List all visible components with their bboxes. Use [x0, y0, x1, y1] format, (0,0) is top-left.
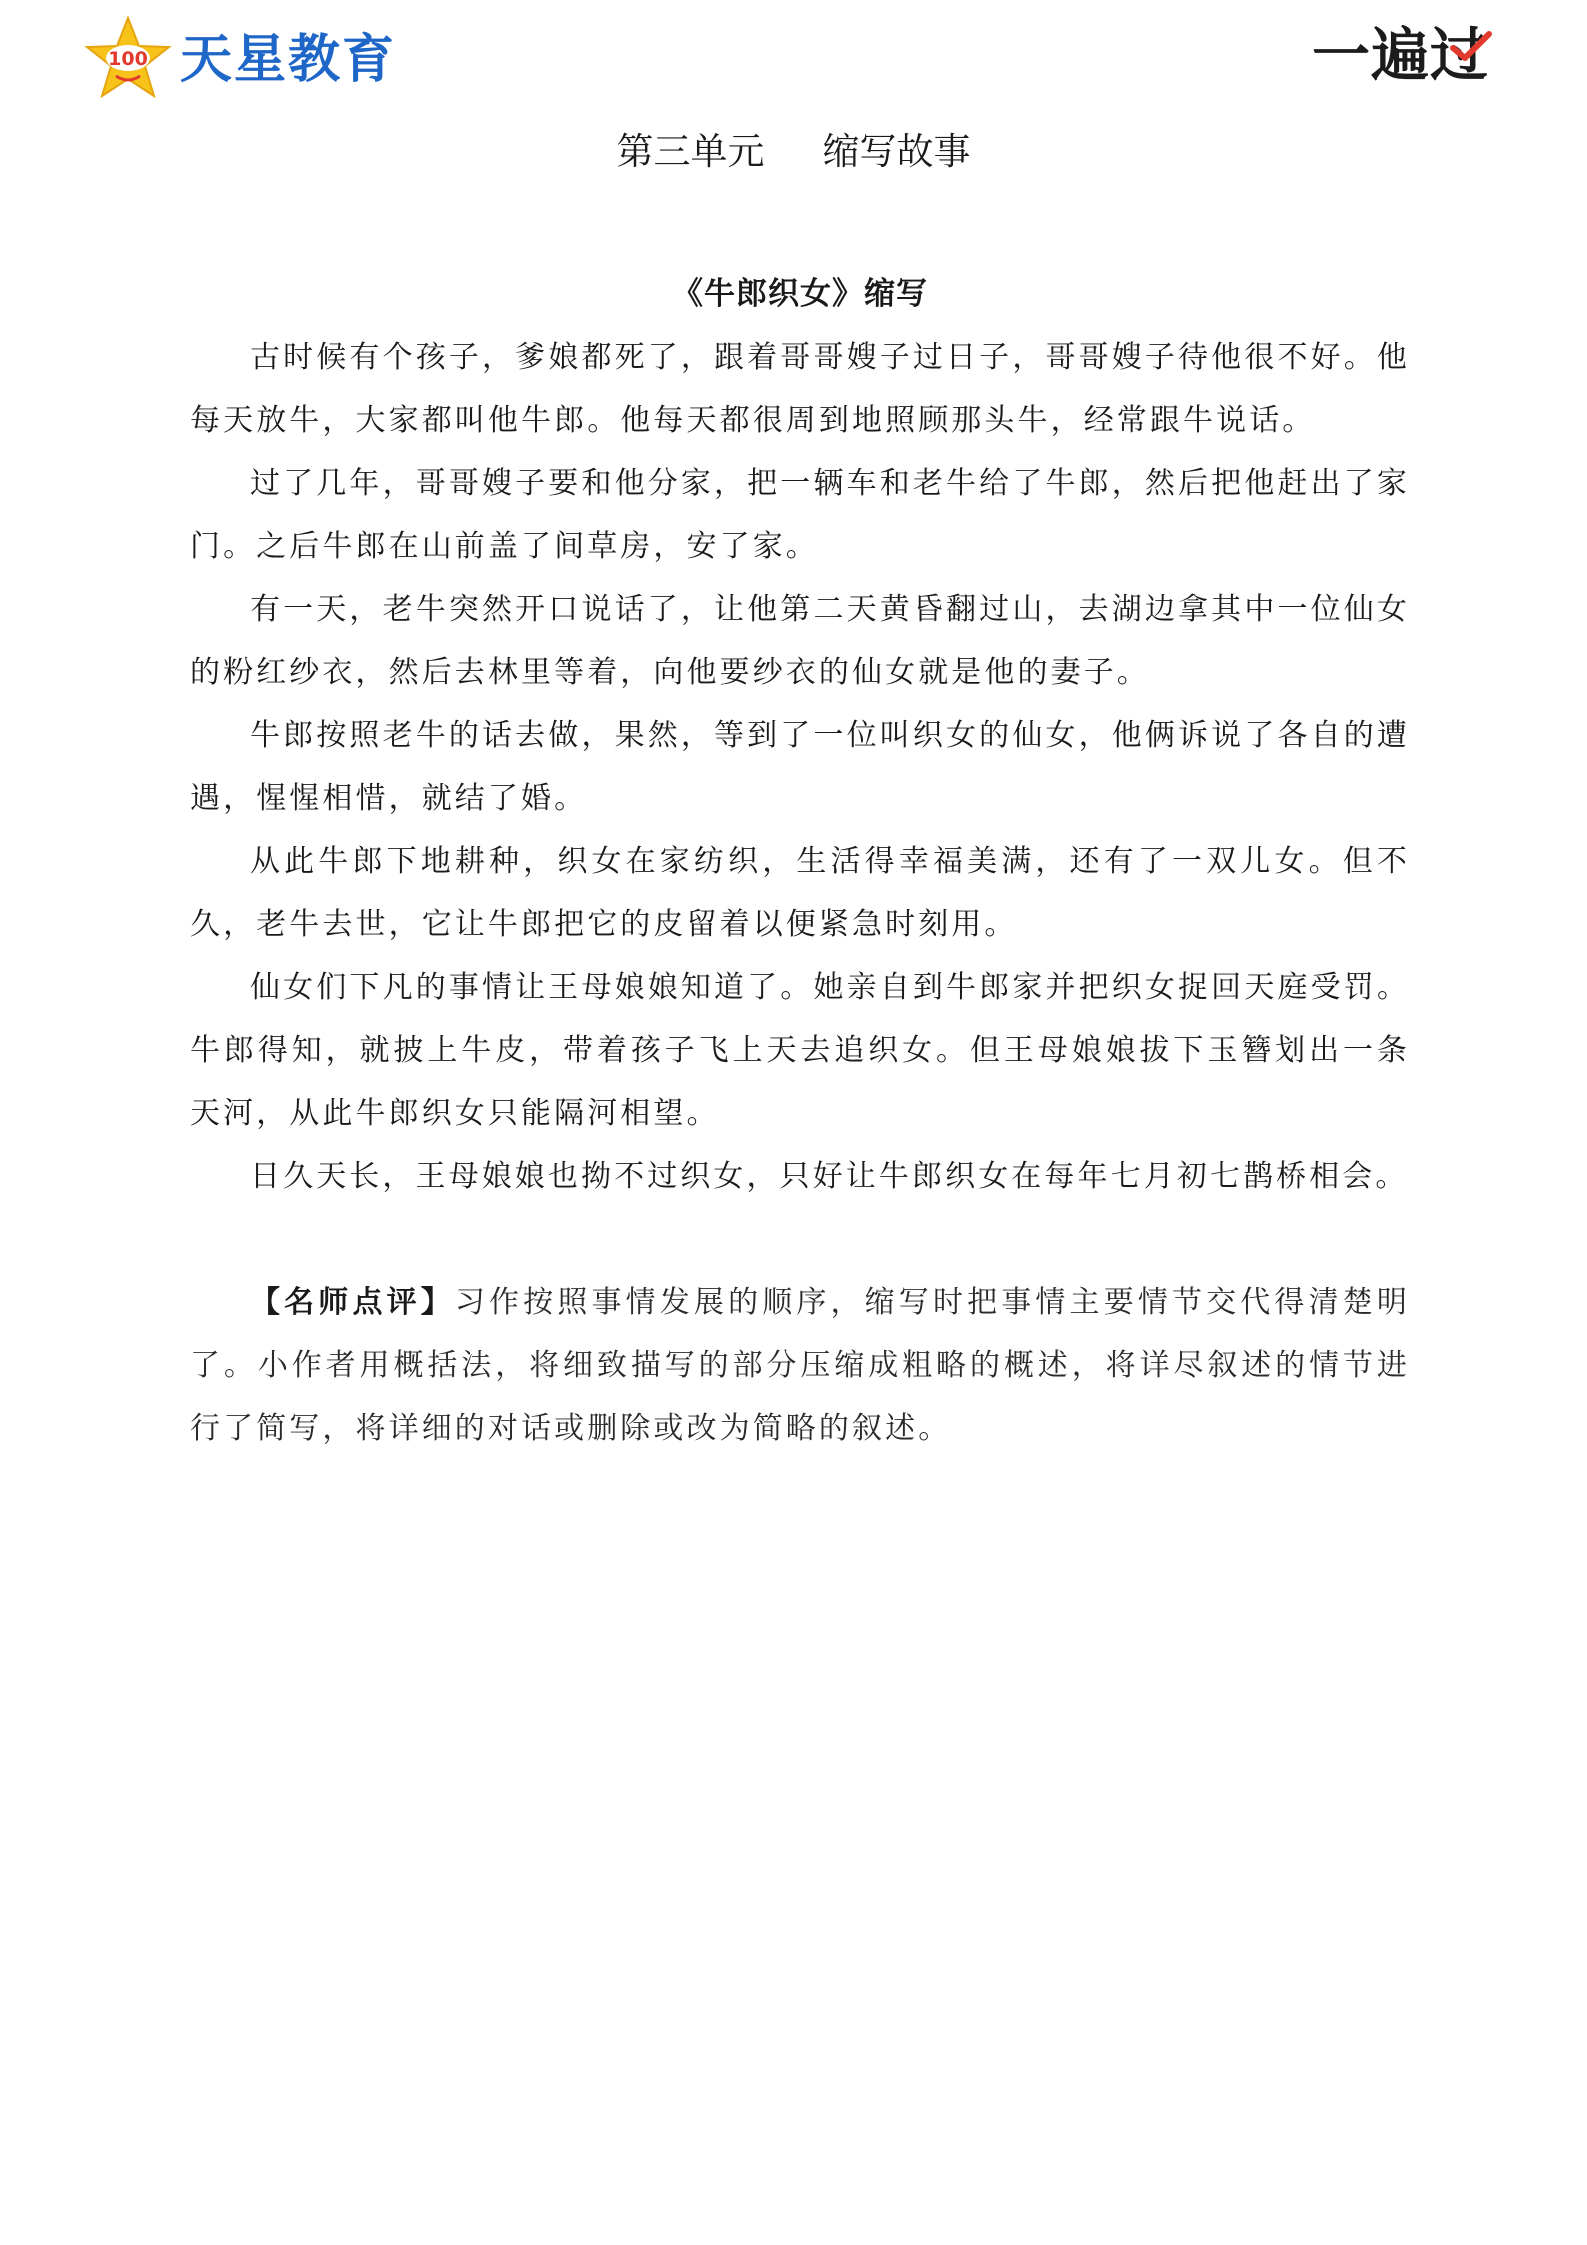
unit-number: 第三单元: [616, 130, 765, 173]
unit-title: [0, 126, 1587, 178]
brand-logo: [82, 14, 396, 106]
story-paragraph: 牛郎按照老牛的话去做，果然，等到了一位叫织女的仙女，他俩诉说了各自的遭遇，惺惺相惜，就结了婚。: [190, 718, 1410, 816]
checkmark-icon: [1449, 30, 1493, 64]
series-name: 一遍过: [1311, 21, 1489, 89]
brand-name: 天星教育: [180, 30, 397, 90]
story-paragraph: 日久天长，王母娘娘也拗不过织女，只好让牛郎织女在每年七月初七鹊桥相会。: [250, 1159, 1409, 1194]
review-label: 【名师点评】: [250, 1285, 455, 1320]
unit-name: 缩写故事: [822, 130, 971, 173]
story-paragraph: 仙女们下凡的事情让王母娘娘知道了。她亲自到牛郎家并把织女捉回天庭受罚。牛郎得知，就披上牛皮，带着孩子飞上天去追织女。但王母娘娘拔下玉簪划出一条天河，从此牛郎织女只能隔河相望。: [190, 970, 1410, 1131]
story-paragraph: 古时候有个孩子，爹娘都死了，跟着哥哥嫂子过日子，哥哥嫂子待他很不好。他每天放牛，大家都叫他牛郎。他每天都很周到地照顾那头牛，经常跟牛说话。: [190, 340, 1410, 438]
page-header: [0, 0, 1587, 110]
story-paragraph: 从此牛郎下地耕种，织女在家纺织，生活得幸福美满，还有了一双儿女。但不久，老牛去世，它让牛郎把它的皮留着以便紧急时刻用。: [190, 844, 1410, 942]
teacher-review: [190, 1271, 1410, 1460]
star-mascot-icon: [82, 14, 174, 106]
story-title: 《牛郎织女》缩写: [672, 276, 928, 312]
logo-badge-text: 100: [108, 48, 148, 70]
story-paragraph: 过了几年，哥哥嫂子要和他分家，把一辆车和老牛给了牛郎，然后把他赶出了家门。之后牛郎在山前盖了间草房，安了家。: [190, 466, 1410, 564]
article-body: [190, 263, 1410, 1490]
story-paragraph: 有一天，老牛突然开口说话了，让他第二天黄昏翻过山，去湖边拿其中一位仙女的粉红纱衣，然后去林里等着，向他要纱衣的仙女就是他的妻子。: [190, 592, 1410, 690]
review-text: 习作按照事情发展的顺序，缩写时把事情主要情节交代得清楚明了。小作者用概括法，将细致描写的部分压缩成粗略的概述，将详尽叙述的情节进行了简写，将详细的对话或删除或改为简略的叙述。: [190, 1285, 1410, 1446]
series-logo: [1311, 21, 1489, 89]
